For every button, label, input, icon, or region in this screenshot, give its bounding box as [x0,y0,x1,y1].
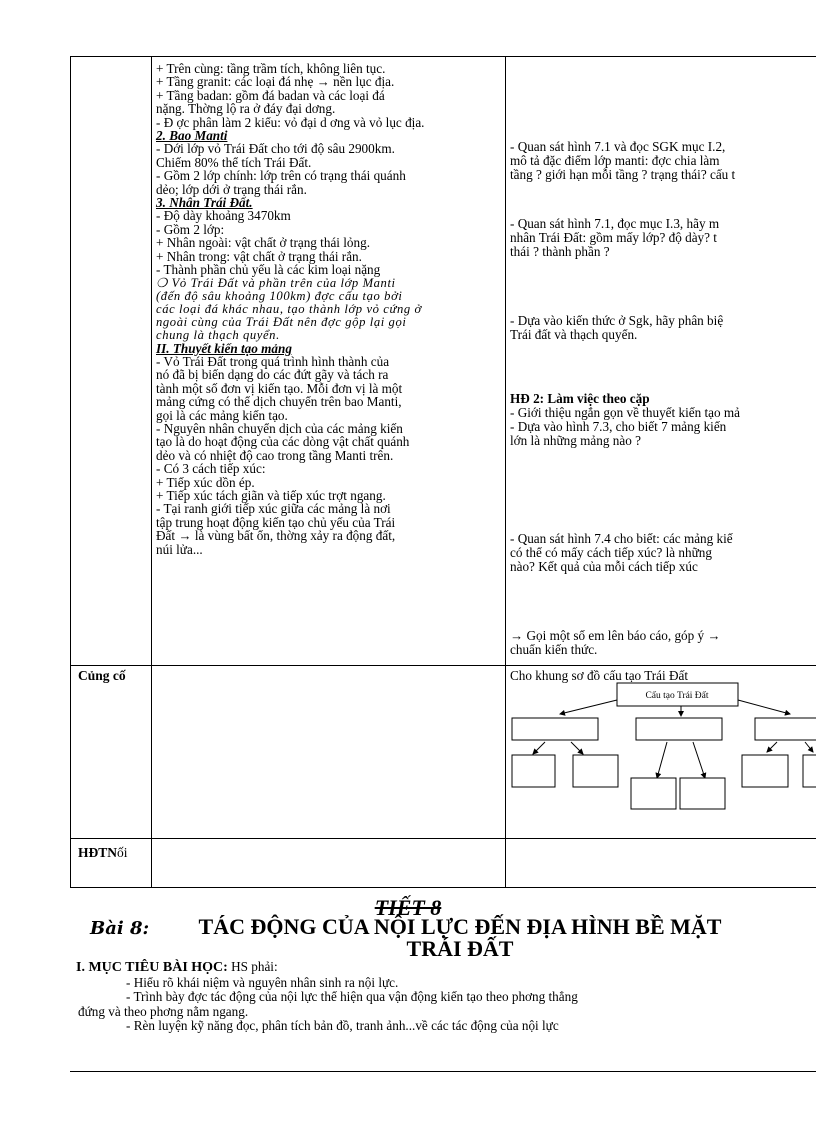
row-label-hdtn: HĐTNối [78,845,128,860]
lesson-title-line-2: TRÁI ĐẤT [406,936,514,961]
activity-line: Trái đất và thạch quyển. [510,327,638,342]
objective-line: đứng và theo phơng nằm ngang. [78,1003,249,1019]
content-line: - Tại ranh giới tiếp xúc giữa các mảng là nơi [156,501,391,517]
activity-line: → Gọi một số em lên báo cáo, góp ý → [510,628,721,643]
activity-block-2 [510,217,719,259]
content-line: gọi là các mảng kiến tạo. [156,407,288,423]
content-line: mảng cứng có thể dịch chuyển trên bao Manti, [156,394,402,410]
diagram-box-mantle [636,718,722,740]
activity-line: - Quan sát hình 7.1, đọc mục I.3, hãy m [510,216,720,231]
content-line: 2. Bao Manti [156,128,228,144]
row-divider-2 [71,838,816,839]
content-line: 3. Nhân Trái Đất. [156,195,253,211]
diagram-task: Cho khung sơ đồ cấu tạo Trái Đất [510,668,689,683]
content-line: + Trên cùng: tầng trầm tích, không liên tục. [156,61,386,76]
content-line: - Có 3 cách tiếp xúc: [156,461,266,477]
content-line: tạo là do hoạt động của các dòng vật chất quánh [156,434,410,450]
content-line: ❍ Vỏ Trái Đất và phần trên của lớp Manti [156,275,396,290]
objective-line: - Rèn luyện kỹ năng đọc, phân tích bản đồ, tranh ảnh...về các tác động của nội lực [126,1018,559,1033]
activity-line: có thể có mấy cách tiếp xúc? là những [510,545,712,560]
content-column [156,62,498,556]
content-line: II. Thuyết kiến tạo mảng [156,340,292,356]
content-line: - Vỏ Trái Đất trong quá trình hình thành của [156,353,390,369]
activity-line: - Quan sát hình 7.1 và đọc SGK mục I.2, [510,139,726,154]
diagram-sub-box [631,778,676,809]
activity-line: tầng ? giới hạn mỗi tầng ? trạng thái? cấu t [510,167,736,182]
activity-line: thái ? thành phần ? [510,244,610,259]
activity-hd2 [510,392,740,448]
activity-line: - Quan sát hình 7.4 cho biết: các mảng kiế [510,531,733,546]
lesson-title-line-1: TÁC ĐỘNG CỦA NỘI LỰC ĐẾN ĐỊA HÌNH BỀ MẶT [198,914,722,939]
objective-line: - Hiểu rõ khái niệm và nguyên nhân sinh ra nội lực. [126,974,399,990]
diagram-box-core [755,718,816,740]
diagram-sub-box [742,755,788,787]
diagram-sub-box [573,755,618,787]
content-line: chung là thạch quyển. [156,327,280,342]
content-line: - Đ ợc phân làm 2 kiểu: vỏ đại d ơng và vỏ lục địa. [156,114,425,130]
column-divider-1 [151,57,152,887]
content-line: - Dới lớp vỏ Trái Đất cho tới độ sâu 2900km. [156,141,395,157]
objective-line: - Trình bày đợc tác động của nội lực thể hiện qua vận động kiến tạo theo phơng thẳng [126,989,578,1004]
content-line: - Độ dày khoảng 3470km [156,208,291,224]
row-divider-1 [71,665,816,666]
content-line: Đất → là vùng bất ổn, thờng xảy ra động đất, [156,528,396,544]
diagram-box-crust [512,718,598,740]
activity-block-5 [510,629,721,657]
activity-line: mô tả đặc điểm lớp manti: đợc chia làm [510,153,720,168]
content-line: dẻo và có nhiệt độ cao trong tầng Manti trên. [156,447,394,463]
structure-diagram [505,680,816,815]
content-line: tập trung hoạt động kiến tạo chủ yếu của Trái [156,514,396,530]
row-label-cung-co: Củng cố [78,668,126,683]
activity-block-4 [510,532,733,574]
diagram-sub-box [680,778,725,809]
content-line: Chiếm 80% thể tích Trái Đất. [156,154,312,170]
content-line: ngoài cùng của Trái Đất nên đợc gộp lại gọi [156,314,407,329]
activity-line: - Dựa vào hình 7.3, cho biết 7 mảng kiến [510,419,727,434]
diagram-root-label: Cấu tạo Trái Đất [645,691,709,701]
content-line: + Nhân ngoài: vật chất ở trạng thái lỏng. [156,235,371,251]
activity-block-3 [510,314,723,342]
content-line: - Thành phần chủ yếu là các kim loại nặng [156,262,381,278]
content-line: nặng. Thờng lộ ra ở đáy đại dơng. [156,101,336,117]
lesson-label: Bài 8: [90,918,150,939]
content-line: + Tiếp xúc dồn ép. [156,474,255,490]
content-line: nó đã bị biến dạng do các đứt gãy và tách ra [156,367,389,383]
objectives-heading: I. MỤC TIÊU BÀI HỌC: [76,960,228,975]
activity-line: lớn là những mảng nào ? [510,433,641,448]
activity-line: - Dựa vào kiến thức ở Sgk, hãy phân biệ [510,313,724,328]
content-line: núi lửa... [156,541,203,557]
footer-rule [70,1071,816,1072]
content-line: + Tầng badan: gồm đá badan và các loại đá [156,87,385,103]
content-line: dẻo; lớp dới ở trạng thái rắn. [156,181,307,197]
activity-line: chuẩn kiến thức. [510,642,598,657]
diagram-sub-box [803,755,816,787]
content-line: (đến độ sâu khoảng 100km) đợc cấu tạo bởi [156,288,403,303]
content-line: + Nhân trong: vật chất ở trạng thái rắn. [156,248,362,264]
activity-title: HĐ 2: Làm việc theo cặp [510,391,650,406]
content-line: - Gồm 2 lớp: [156,221,225,237]
diagram-sub-box [512,755,555,787]
activity-line: nhân Trái Đất: gồm mấy lớp? độ dày? t [510,230,717,245]
content-line: + Tầng granit: các loại đá nhẹ → nền lục địa. [156,74,395,90]
content-line: các loại đá khác nhau, tạo thành lớp vỏ cứng ở [156,301,422,316]
content-line: - Nguyên nhân chuyển dịch của các mảng kiến [156,420,403,436]
content-line: + Tiếp xúc tách giãn và tiếp xúc trợt ngang. [156,487,386,503]
content-line: - Gồm 2 lớp chính: lớp trên có trạng thái quánh [156,168,406,184]
activity-block-1 [510,140,735,182]
content-line: tành một số đơn vị kiến tạo. Mỗi đơn vị là một [156,380,403,396]
objectives-intro: HS phải: [227,959,278,974]
activity-line: - Giới thiệu ngắn gọn về thuyết kiến tạo mả [510,405,741,420]
lesson-title [160,916,760,960]
lesson-number: TIẾT 8 [374,895,442,920]
objectives-section [76,960,776,1034]
activity-line: nào? Kết quả của mỗi cách tiếp xúc [510,559,698,574]
